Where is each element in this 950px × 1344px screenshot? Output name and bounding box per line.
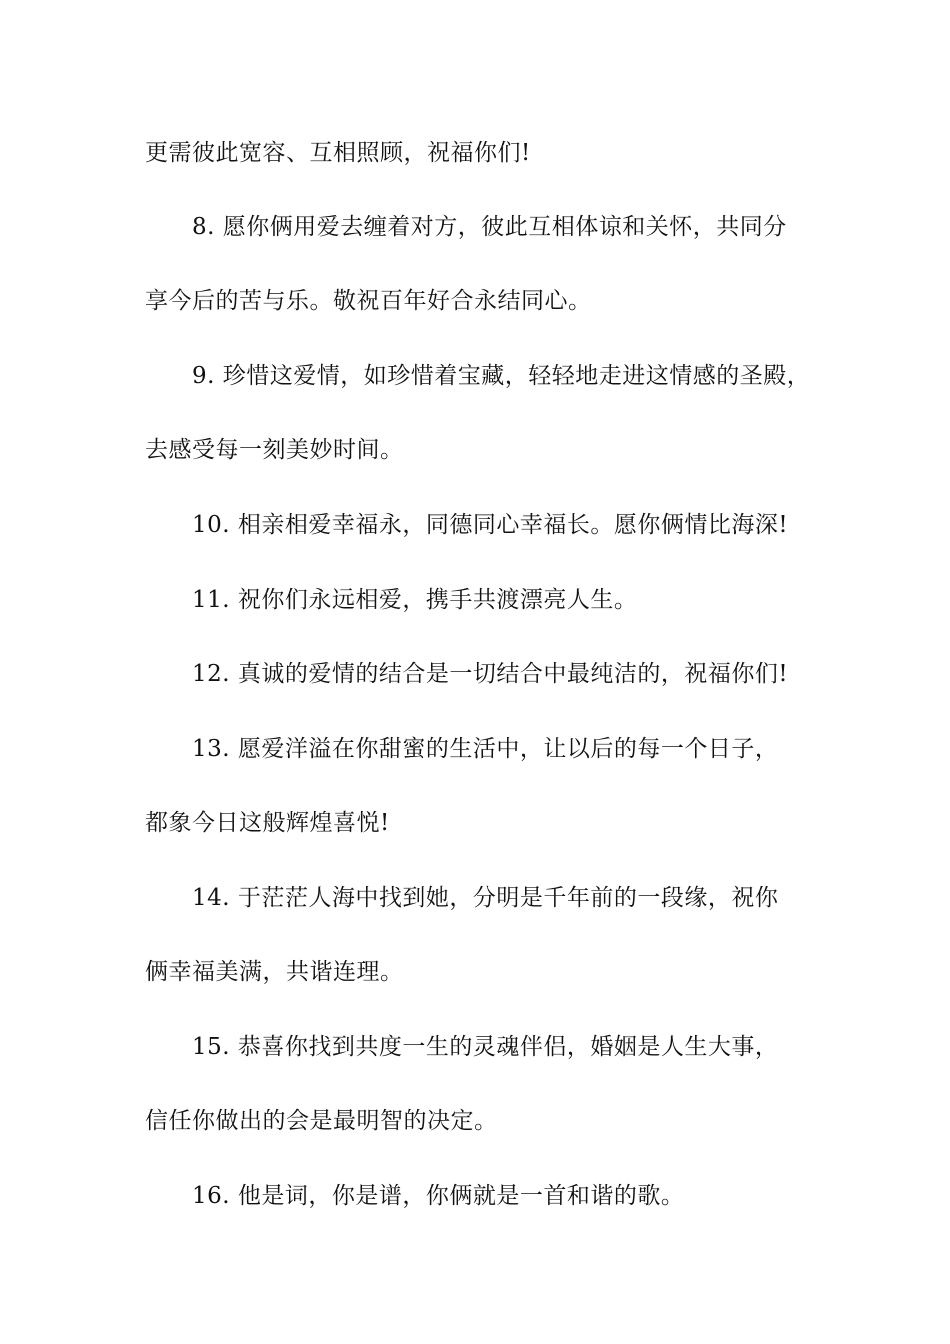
paragraph-13-line-1: 13. 愿爱洋溢在你甜蜜的生活中，让以后的每一个日子，	[192, 736, 779, 762]
paragraph-11: 11. 祝你们永远相爱，携手共渡漂亮人生。	[192, 587, 638, 613]
paragraph-14-line-1: 14. 于茫茫人海中找到她，分明是千年前的一段缘，祝你	[192, 885, 779, 911]
paragraph-8-line-1: 8. 愿你俩用爱去缠着对方，彼此互相体谅和关怀，共同分	[192, 214, 787, 240]
paragraph-16: 16. 他是词，你是谱，你俩就是一首和谐的歌。	[192, 1183, 685, 1209]
paragraph-7-line-2: 更需彼此宽容、互相照顾，祝福你们!	[145, 140, 531, 166]
paragraph-9-line-1: 9. 珍惜这爱情，如珍惜着宝藏，轻轻地走进这情感的圣殿，	[192, 363, 811, 389]
paragraph-10: 10. 相亲相爱幸福永，同德同心幸福长。愿你俩情比海深!	[192, 512, 789, 538]
paragraph-14-line-2: 俩幸福美满，共谐连理。	[145, 959, 404, 985]
paragraph-12: 12. 真诚的爱情的结合是一切结合中最纯洁的，祝福你们!	[192, 661, 789, 687]
paragraph-15-line-2: 信任你做出的会是最明智的决定。	[145, 1108, 498, 1134]
paragraph-8-line-2: 享今后的苦与乐。敬祝百年好合永结同心。	[145, 288, 592, 314]
paragraph-9-line-2: 去感受每一刻美妙时间。	[145, 437, 404, 463]
paragraph-15-line-1: 15. 恭喜你找到共度一生的灵魂伴侣，婚姻是人生大事，	[192, 1034, 779, 1060]
paragraph-13-line-2: 都象今日这般辉煌喜悦!	[145, 810, 390, 836]
